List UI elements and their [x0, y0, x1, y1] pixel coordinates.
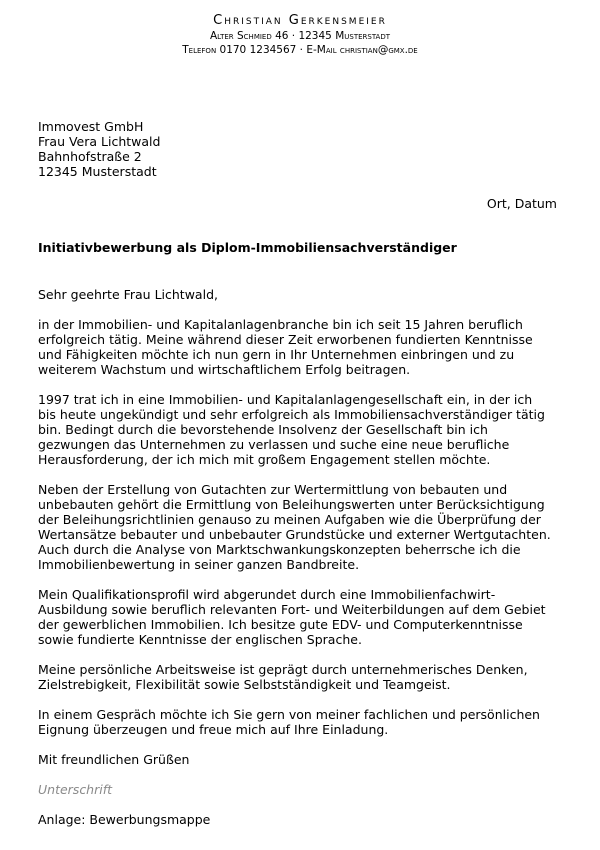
paragraph-line: und Fähigkeiten möchte ich nun gern in Ihr Unternehmen einbringen und zu [38, 347, 515, 362]
paragraph-line: unbebauten gehört die Ermittlung von Beleihungswerten unter Berücksichtigung [38, 497, 545, 512]
enclosure-line: Anlage: Bewerbungsmappe [38, 812, 211, 827]
paragraph-line: Zielstrebigkeit, Flexibilität sowie Selbstständigkeit und Teamgeist. [38, 677, 451, 692]
paragraph [38, 662, 568, 692]
paragraph-line: 1997 trat ich in eine Immobilien- und Kapitalanlagengesellschaft ein, in der ich [38, 392, 533, 407]
paragraph-line: Neben der Erstellung von Gutachten zur Wertermittlung von bebauten und [38, 482, 508, 497]
paragraph-line: Mein Qualifikationsprofil wird abgerundet durch eine Immobilienfachwirt- [38, 587, 496, 602]
paragraph-line: der Beleihungsrichtlinien genauso zu meinen Aufgaben wie die Überprüfung der [38, 512, 541, 527]
salutation: Sehr geehrte Frau Lichtwald, [38, 287, 218, 302]
place-date: Ort, Datum [486, 196, 557, 211]
paragraph-line: erfolgreich tätig. Meine während dieser Zeit erworbenen fundierten Kenntnisse [38, 332, 533, 347]
paragraph-line: in der Immobilien- und Kapitalanlagenbranche bin ich seit 15 Jahren beruflich [38, 317, 523, 332]
sender-contact: Telefon 0170 1234567 · E-Mail christian@gmx.de [182, 44, 418, 56]
signature-placeholder: Unterschrift [38, 782, 113, 797]
subject-line: Initiativbewerbung als Diplom-Immobiliensachverständiger [38, 240, 457, 255]
paragraph-line: der gewerblichen Immobilien. Ich besitze gute EDV- und Computerkenntnisse [38, 617, 523, 632]
paragraph-line: Wertansätze bebauter und unbebauter Grundstücke und externer Wertgutachten. [38, 527, 551, 542]
paragraph [38, 392, 568, 467]
closing: Mit freundlichen Grüßen [38, 752, 190, 767]
paragraph [38, 707, 568, 737]
paragraph-line: Eignung überzeugen und freue mich auf Ihre Einladung. [38, 722, 389, 737]
paragraph-line: Ausbildung sowie beruflich relevanten Fort- und Weiterbildungen auf dem Gebiet [38, 602, 546, 617]
paragraph-line: bin. Bedingt durch die bevorstehende Insolvenz der Gesellschaft bin ich [38, 422, 488, 437]
paragraph-line: weiterem Wachstum und wirtschaftlichem Erfolg beitragen. [38, 362, 411, 377]
paragraph [38, 587, 568, 647]
sender-address: Alter Schmied 46 · 12345 Musterstadt [209, 30, 391, 42]
paragraph-line: In einem Gespräch möchte ich Sie gern von meiner fachlichen und persönlichen [38, 707, 540, 722]
recipient-company: Immovest GmbH [38, 119, 144, 134]
paragraph-line: Meine persönliche Arbeitsweise ist geprägt durch unternehmerisches Denken, [38, 662, 528, 677]
paragraph-line: gezwungen das Unternehmen zu verlassen und suche eine neue berufliche [38, 437, 510, 452]
paragraph-line: sowie fundierte Kenntnisse der englischen Sprache. [38, 632, 362, 647]
paragraph [38, 317, 568, 377]
recipient-street: Bahnhofstraße 2 [38, 149, 142, 164]
paragraph-line: Herausforderung, der ich mich mit großem Engagement stellen möchte. [38, 452, 491, 467]
paragraph-line: Auch durch die Analyse von Marktschwankungskonzepten beherrsche ich die [38, 542, 521, 557]
sender-name: Christian Gerkensmeier [213, 13, 387, 28]
paragraph-line: Immobilienbewertung in seiner ganzen Bandbreite. [38, 557, 360, 572]
letterhead [0, 12, 600, 57]
recipient-city: 12345 Musterstadt [38, 164, 157, 179]
letter-body [38, 287, 568, 827]
paragraph-line: bis heute ungekündigt und sehr erfolgreich als Immobiliensachverständiger tätig [38, 407, 545, 422]
paragraph [38, 482, 568, 572]
recipient-address [38, 119, 160, 179]
recipient-person: Frau Vera Lichtwald [38, 134, 161, 149]
